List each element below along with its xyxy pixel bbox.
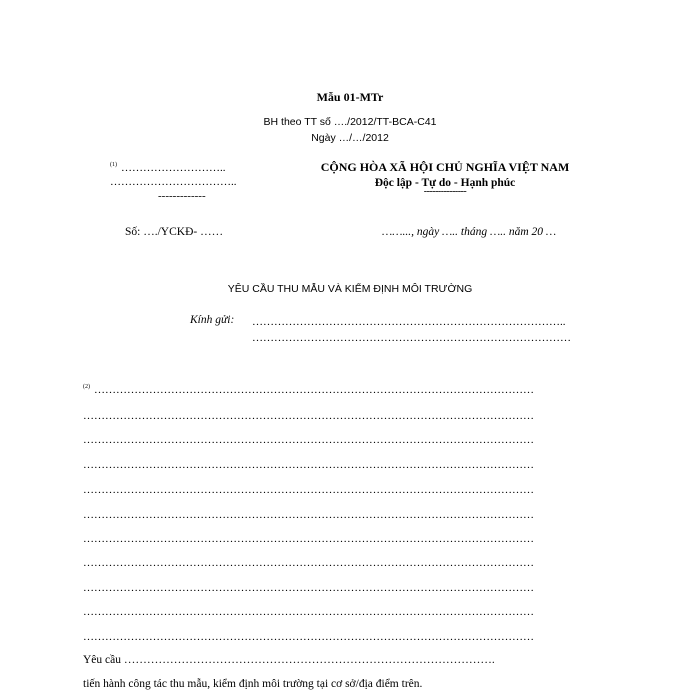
recipient-line-1: ………………………………………………………………………….. <box>252 316 566 328</box>
place-and-date: ……..., ngày ….. tháng ….. năm 20 … <box>382 226 557 238</box>
body-line: …………………………………………………………………………………………………………… <box>83 509 534 521</box>
legal-basis-circular: BH theo TT số …./2012/TT-BCA-C41 <box>263 116 437 128</box>
issuer-footnote-marker: (1) <box>110 162 117 169</box>
nation-motto: Độc lập - Tự do - Hạnh phúc <box>374 177 516 189</box>
body-first-line <box>83 384 534 396</box>
national-header <box>290 160 600 197</box>
request-line <box>83 654 495 666</box>
body-line: …………………………………………………………………………………………………………… <box>83 606 534 618</box>
issuer-name-line: ……………………….. <box>121 162 226 174</box>
request-label: Yêu cầu <box>83 654 121 666</box>
recipient-line-2: …………………………………………………………………………… <box>252 332 571 344</box>
legal-basis-date: Ngày …/…/2012 <box>311 132 389 144</box>
issuer-block <box>110 162 260 204</box>
body-line: …………………………………………………………………………………………………………… <box>83 582 534 594</box>
document-number: Số: …./YCKĐ- …… <box>125 226 224 238</box>
body-line: …………………………………………………………………………………………………………… <box>83 459 534 471</box>
issuer-name-line-2: …………………………….. <box>110 176 237 188</box>
request-closing: tiến hành công tác thu mẫu, kiểm định môi trường tại cơ sở/địa điểm trên. <box>83 678 423 690</box>
body-line: …………………………………………………………………………………………………………… <box>83 410 534 422</box>
body-line: …………………………………………………………………………………………………………… <box>83 434 534 446</box>
body-line: …………………………………………………………………………………………………………… <box>83 533 534 545</box>
issuer-rule: ------------- <box>158 190 206 202</box>
nation-rule: --------------- <box>423 186 467 197</box>
body-footnote-marker: (2) <box>83 384 90 391</box>
request-dots: ……………………………………………………………………………………. <box>123 654 495 666</box>
document-title: YÊU CẦU THU MẪU VÀ KIỂM ĐỊNH MÔI TRƯỜNG <box>227 283 473 295</box>
body-line: …………………………………………………………………………………………………………… <box>83 484 534 496</box>
body-line: …………………………………………………………………………………………………………… <box>83 631 534 643</box>
nation-title: CỘNG HÒA XÃ HỘI CHỦ NGHĨA VIỆT NAM <box>320 160 570 174</box>
form-code: Mẫu 01-MTr <box>316 90 384 104</box>
body-line: …………………………………………………………………………………………………………… <box>83 557 534 569</box>
body-first-dots: ………………………………………………………………………………………………………… <box>94 384 534 396</box>
recipient-label: Kính gửi: <box>190 314 235 326</box>
